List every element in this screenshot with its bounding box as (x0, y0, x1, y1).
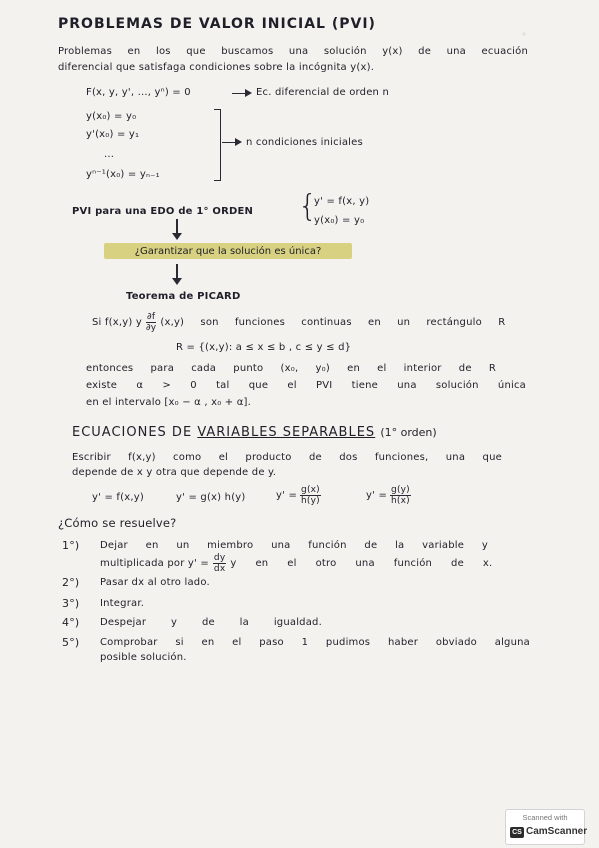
camscanner-watermark (505, 809, 588, 845)
partial-derivative-fraction (146, 312, 156, 333)
picard-title: Teorema de PICARD (126, 291, 241, 302)
step-1-line-2 (100, 553, 492, 574)
frac-numerator: g(x) (301, 485, 320, 495)
ode-equation: F(x, y, y', ..., yⁿ) = 0 (86, 87, 191, 98)
step-5-line-1: Comprobar si en el paso 1 pudimos haber obviado alguna (100, 637, 530, 648)
pvi-first-order-label: PVI para una EDO de 1° ORDEN (72, 206, 254, 217)
form-3-pre: y' = (276, 489, 298, 501)
step-4-text: Despejar y de la igualdad. (100, 617, 322, 628)
arrow-down-icon (176, 264, 178, 279)
ode-label: Ec. diferencial de orden n (256, 87, 390, 98)
pvi-eq-2: y(x₀) = y₀ (314, 215, 365, 226)
picard-line-4: existe α > 0 tal que el PVI tiene una solución única (86, 380, 526, 391)
intro-line-2: diferencial que satisfaga condiciones sobre la incógnita y(x). (58, 62, 375, 73)
frac-numerator: g(y) (391, 485, 410, 495)
bleed-through-text: · (518, 19, 530, 51)
frac-denominator: ∂y (145, 323, 157, 333)
step-1-number: 1°) (62, 539, 80, 552)
conditions-label: n condiciones iniciales (246, 137, 363, 148)
form-3 (276, 485, 321, 506)
condition-1: y'(x₀) = y₁ (86, 129, 140, 140)
page-title: PROBLEMAS DE VALOR INICIAL (PVI) (58, 16, 376, 32)
camscanner-logo-icon: CS (510, 827, 524, 838)
arrow-right-icon (232, 93, 246, 94)
step-3-number: 3°) (62, 597, 80, 610)
form-4-fraction (390, 485, 411, 506)
frac-denominator: h(y) (301, 496, 320, 506)
arrow-down-icon (176, 219, 178, 234)
form-3-fraction (300, 485, 321, 506)
conditions-bracket (214, 109, 221, 181)
picard-hypothesis-post: (x,y) son funciones continuas en un rectángulo R (160, 316, 506, 328)
picard-hypothesis-pre: Si f(x,y) y (92, 316, 142, 328)
separables-title (72, 427, 437, 439)
arrow-right-icon (222, 142, 236, 143)
picard-line-3: entonces para cada punto (x₀, y₀) en el interior de R (86, 363, 496, 374)
dy-dx-fraction (213, 553, 226, 574)
step-5-number: 5°) (62, 636, 80, 649)
frac-numerator: ∂f (147, 312, 156, 322)
condition-ellipsis: ... (104, 149, 115, 160)
condition-n: yⁿ⁻¹(x₀) = yₙ₋₁ (86, 169, 160, 180)
form-4 (366, 485, 411, 506)
picard-hypothesis (92, 312, 505, 333)
step-5-line-2: posible solución. (100, 652, 187, 663)
intro-line-1: Problemas en los que buscamos una solución y(x) de una ecuación (58, 46, 528, 57)
separables-desc-2: depende de x y otra que depende de y. (72, 467, 277, 478)
frac-denominator: dx (213, 564, 226, 574)
frac-denominator: h(x) (391, 496, 410, 506)
separables-title-main: VARIABLES SEPARABLES (197, 425, 376, 440)
step-1-line-2-pre: multiplicada por y' = (100, 557, 209, 569)
condition-0: y(x₀) = y₀ (86, 111, 137, 122)
form-4-pre: y' = (366, 489, 388, 501)
step-3-text: Integrar. (100, 598, 145, 609)
how-to-solve-question: ¿Cómo se resuelve? (58, 516, 177, 530)
watermark-brand-name: CamScanner (526, 826, 588, 837)
step-1-line-2-post: y en el otro una función de x. (230, 557, 493, 569)
form-2: y' = g(x) h(y) (176, 492, 246, 503)
pvi-eq-1: y' = f(x, y) (314, 196, 370, 207)
step-4-number: 4°) (62, 616, 80, 629)
watermark-top-text: Scanned with (522, 813, 568, 822)
frac-numerator: dy (213, 553, 226, 563)
rectangle-set: R = {(x,y): a ≤ x ≤ b , c ≤ y ≤ d} (176, 342, 352, 353)
separables-title-post: (1° orden) (380, 426, 437, 439)
step-2-text: Pasar dx al otro lado. (100, 577, 210, 588)
left-brace-icon: { (298, 189, 318, 224)
step-1-line-1: Dejar en un miembro una función de la variable y (100, 540, 488, 551)
step-2-number: 2°) (62, 576, 80, 589)
form-1: y' = f(x,y) (92, 492, 144, 503)
uniqueness-question-highlight: ¿Garantizar que la solución es única? (104, 243, 352, 259)
separables-title-pre: ECUACIONES DE (72, 425, 193, 440)
separables-desc-1: Escribir f(x,y) como el producto de dos funciones, una que (72, 452, 502, 463)
picard-line-5: en el intervalo [x₀ − α , x₀ + α]. (86, 397, 252, 408)
